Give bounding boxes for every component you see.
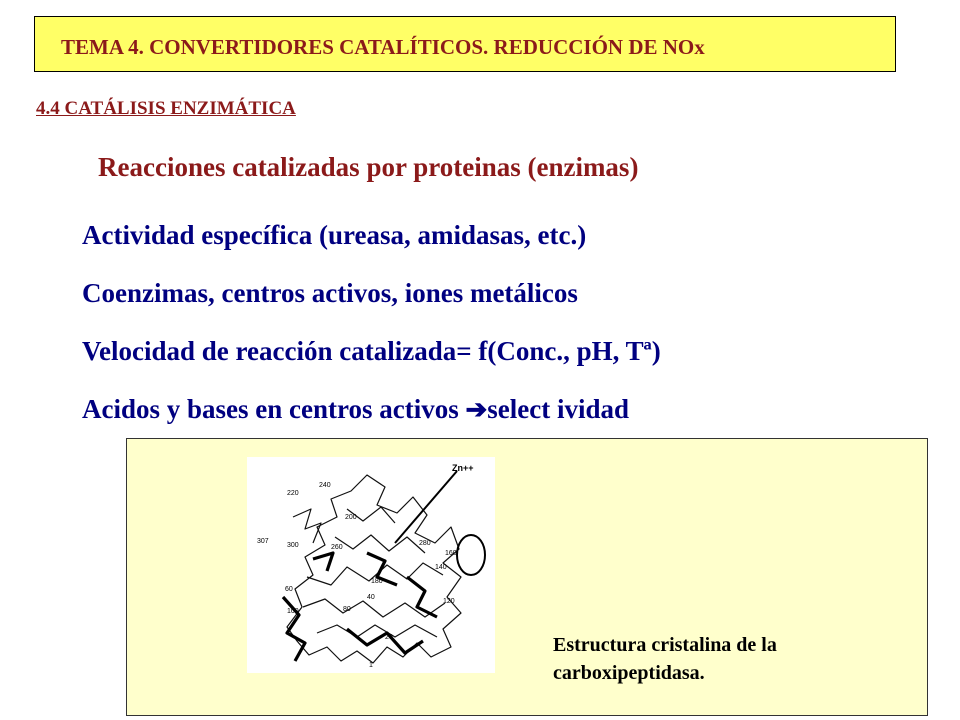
- bullet-acids-bases-text: Acidos y bases en centros activos: [82, 394, 466, 424]
- section-heading: 4.4 CATÁLISIS ENZIMÁTICA: [36, 98, 296, 119]
- residue-label: 100: [287, 608, 299, 615]
- annotation-label: Zn++: [452, 463, 474, 473]
- residue-label: 180: [371, 578, 383, 585]
- protein-backbone-drawing: [247, 457, 495, 673]
- residue-label: 300: [287, 542, 299, 549]
- residue-label: 80: [343, 606, 351, 613]
- page-title: TEMA 4. CONVERTIDORES CATALÍTICOS. REDUCCIÓN DE NOx: [61, 35, 705, 59]
- bullet-acids-bases: [82, 394, 629, 425]
- bullet-coenzymes: Coenzimas, centros activos, iones metálicos: [82, 278, 578, 308]
- figure-panel: [126, 438, 928, 716]
- caption-line: carboxipeptidasa.: [553, 662, 705, 684]
- protein-structure-image: [247, 457, 495, 673]
- residue-label: 40: [367, 594, 375, 601]
- residue-label: 140: [435, 564, 447, 571]
- bullet-selectivity-text: select ividad: [487, 394, 630, 424]
- residue-label: 60: [285, 586, 293, 593]
- bullet-velocity: Velocidad de reacción catalizada= f(Conc., pH, Tª): [82, 336, 661, 366]
- slide-subtitle: Reacciones catalizadas por proteinas (enzimas): [98, 152, 639, 182]
- caption-line: Estructura cristalina de la: [553, 634, 777, 656]
- residue-label: 160: [445, 550, 457, 557]
- right-arrow-icon: ➔: [465, 395, 488, 424]
- residue-label: 260: [331, 544, 343, 551]
- residue-label: 120: [443, 598, 455, 605]
- residue-label: 220: [287, 490, 299, 497]
- residue-label: 200: [345, 514, 357, 521]
- title-banner: [34, 16, 896, 72]
- residue-label: 20: [385, 634, 393, 641]
- bullet-activity: Actividad específica (ureasa, amidasas, etc.): [82, 220, 587, 250]
- residue-label: 280: [419, 540, 431, 547]
- residue-label: 240: [319, 482, 331, 489]
- residue-label: 307: [257, 538, 269, 545]
- figure-caption: [553, 631, 893, 687]
- residue-label: 1: [369, 662, 373, 669]
